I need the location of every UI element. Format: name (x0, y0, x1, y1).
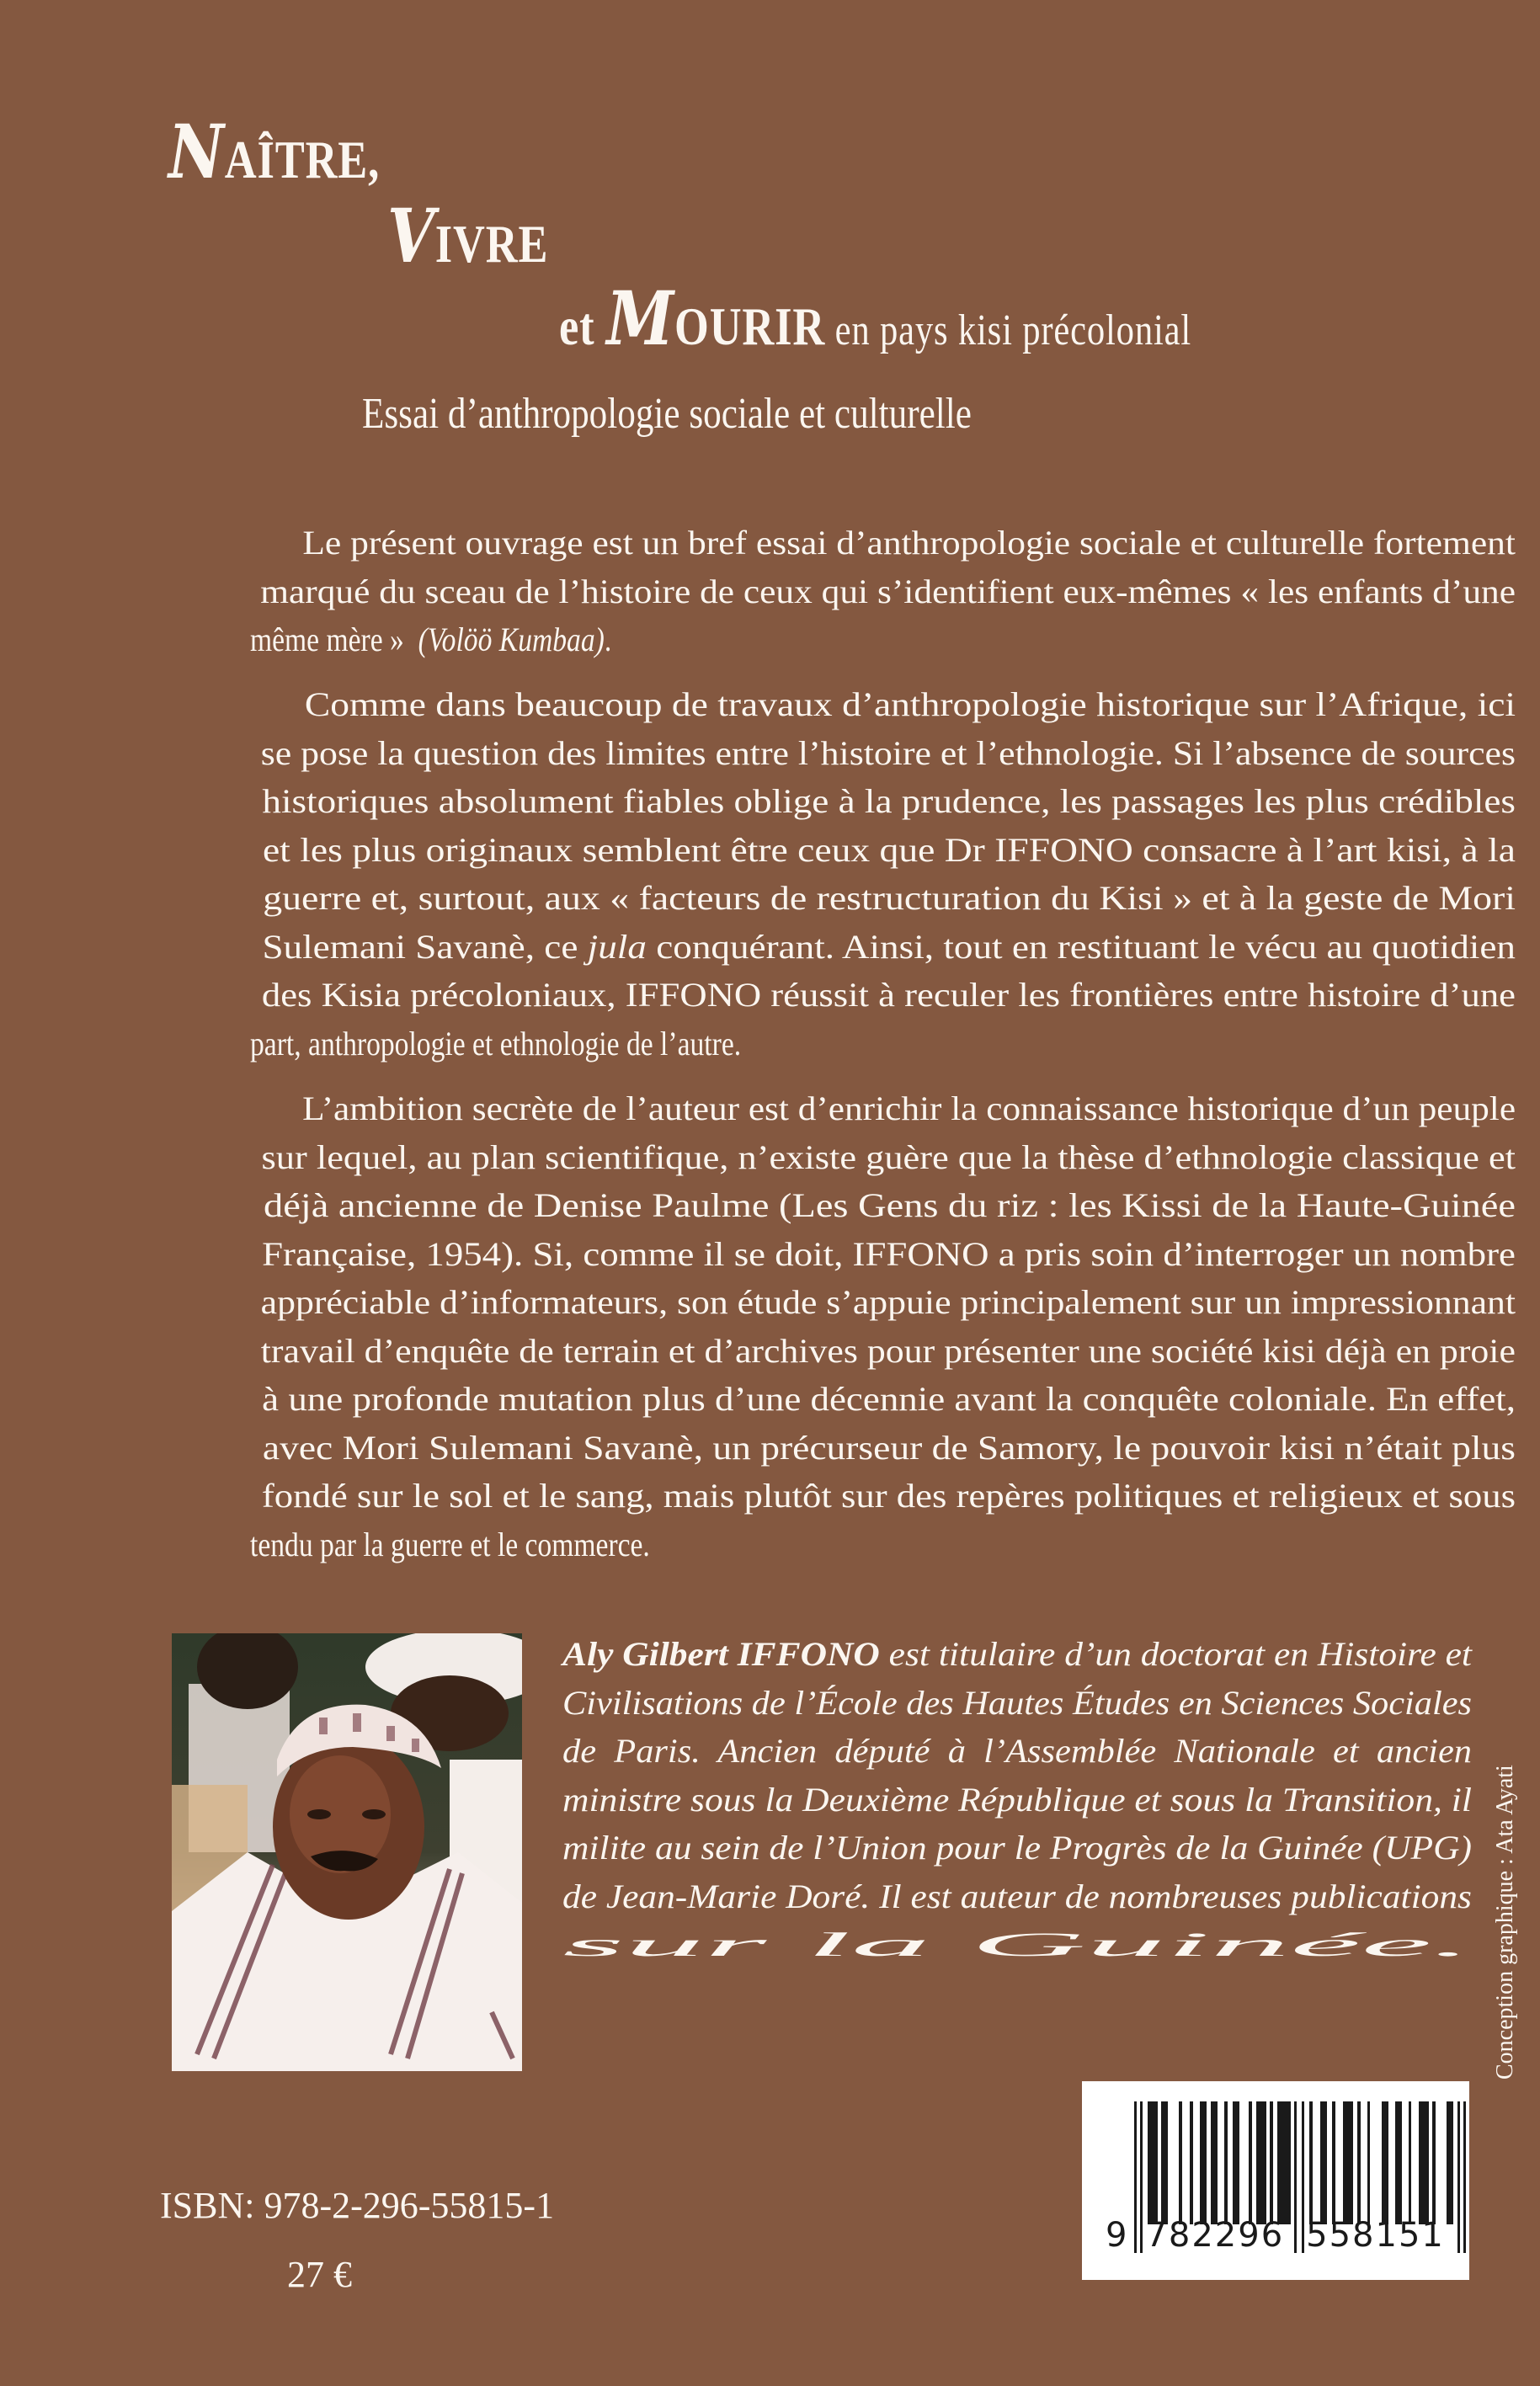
blurb-line: à une profonde mutation plus d’une décennie avant la conquête coloniale. En effet, (262, 1380, 1516, 1418)
jula-term: jula (587, 927, 647, 966)
barcode-digit-group-1: 782296 (1145, 2216, 1285, 2255)
design-credit: Conception graphique : Ata Ayati (1492, 1765, 1518, 2080)
kisi-term: (Volöö Kumbaa) (418, 620, 605, 658)
blurb-line: se pose la question des limites entre l’histoire et l’ethnologie. Si l’absence de sources (260, 733, 1516, 772)
blurb-text: Sulemani Savanè, ce (262, 927, 588, 966)
barcode-digits (1106, 2216, 1445, 2255)
title-initial-v: V (387, 192, 435, 280)
blurb-line: historiques absolument fiables oblige à la prudence, les passages les plus crédibles (262, 782, 1516, 820)
blurb-paragraph-2 (173, 680, 1516, 1068)
bio-line: ministre sous la Deuxième République et sous la Transition, il (562, 1780, 1472, 1819)
blurb-line (173, 923, 1516, 972)
title-tail: en pays kisi précolonial (825, 306, 1192, 354)
title-line-naitre (168, 108, 380, 195)
blurb-line: déjà ancienne de Denise Paulme (Les Gens du riz : les Kissi de la Haute-Guinée (264, 1186, 1516, 1224)
blurb-line: appréciable d’informateurs, son étude s’appuie principalement sur un impressionnant (260, 1283, 1516, 1321)
blurb-line: sur lequel, au plan scientifique, n’existe guère que la thèse d’ethnologie classique et (261, 1137, 1516, 1176)
title-rest-ivre: IVRE (434, 214, 549, 274)
blurb-line: avec Mori Sulemani Savanè, un précurseur de Samory, le pouvoir kisi n’était plus (262, 1428, 1516, 1467)
blurb-line: des Kisia précoloniaux, IFFONO réussit à reculer les frontières entre histoire d’une (261, 976, 1516, 1014)
blurb-line: et les plus originaux semblent être ceux que Dr IFFONO consacre à l’art kisi, à la (262, 830, 1516, 869)
title-initial-m: M (606, 274, 675, 362)
author-photo (172, 1633, 522, 2071)
barcode-digit-group-2: 558151 (1306, 2216, 1445, 2255)
bio-line: de Paris. Ancien député à l’Assemblée Nationale et ancien (562, 1732, 1473, 1770)
blurb-text: même mère » (250, 620, 418, 658)
title-rest-ourir: OURIR (674, 296, 826, 356)
blurb-line: Française, 1954). Si, comme il se doit, IFFONO a pris soin d’interroger un nombre (262, 1234, 1516, 1273)
blurb-line: L’ambition secrète de l’auteur est d’enrichir la connaissance historique d’un peuple (302, 1089, 1516, 1127)
blurb-line: marqué du sceau de l’histoire de ceux qui s’identifient eux-mêmes « les enfants d’une (260, 572, 1516, 610)
bio-line: sur la Guinée. (562, 1925, 1472, 1963)
title-rest-aitre: AÎTRE, (224, 130, 381, 189)
barcode-digit-first: 9 (1106, 2216, 1127, 2255)
blurb-line: part, anthropologie et ethnologie de l’autre. (250, 1024, 742, 1063)
blurb-line: travail d’enquête de terrain et d’archives pour présenter une société kisi déjà en proie (260, 1331, 1516, 1370)
title-prefix-et: et (559, 296, 607, 356)
blurb-line: fondé sur le sol et le sang, mais plutôt sur des repères politiques et religieux et sous (261, 1477, 1516, 1515)
bio-line: milite au sein de l’Union pour le Progrès de la Guinée (UPG) (562, 1829, 1473, 1867)
bio-line: Civilisations de l’École des Hautes Études en Sciences Sociales (562, 1683, 1473, 1722)
isbn-barcode (1082, 2081, 1469, 2280)
blurb-line: tendu par la guerre et le commerce. (250, 1525, 650, 1563)
blurb-paragraph-1 (173, 519, 1516, 664)
subtitle: Essai d’anthropologie sociale et culturelle (362, 390, 972, 438)
author-name: Aly Gilbert IFFONO (562, 1635, 880, 1673)
blurb-paragraph-3 (173, 1084, 1516, 1568)
bio-text: est titulaire d’un doctorat en Histoire et (879, 1635, 1472, 1673)
bio-line: de Jean-Marie Doré. Il est auteur de nombreuses publications (562, 1877, 1472, 1915)
author-bio (562, 1630, 1472, 1969)
blurb-line: Le présent ouvrage est un bref essai d’anthropologie sociale et culturelle fortement (302, 524, 1516, 562)
bio-line (562, 1630, 1472, 1679)
isbn-label: ISBN: 978-2-296-55815-1 (160, 2185, 555, 2226)
blurb-text: conquérant. Ainsi, tout en restituant le vécu au quotidien (646, 927, 1516, 966)
title-initial-n: N (168, 108, 225, 195)
blurb-line: guerre et, surtout, aux « facteurs de restructuration du Kisi » et à la geste de Mori (263, 879, 1516, 917)
blurb-line: Comme dans beaucoup de travaux d’anthropologie historique sur l’Afrique, ici (304, 685, 1516, 723)
blurb-line (173, 615, 1473, 664)
title-line-vivre (387, 192, 548, 280)
author-portrait-illustration (172, 1633, 522, 2071)
blurb-text: . (604, 620, 612, 658)
price-label: 27 € (287, 2254, 352, 2295)
title-line-mourir (559, 274, 1191, 362)
